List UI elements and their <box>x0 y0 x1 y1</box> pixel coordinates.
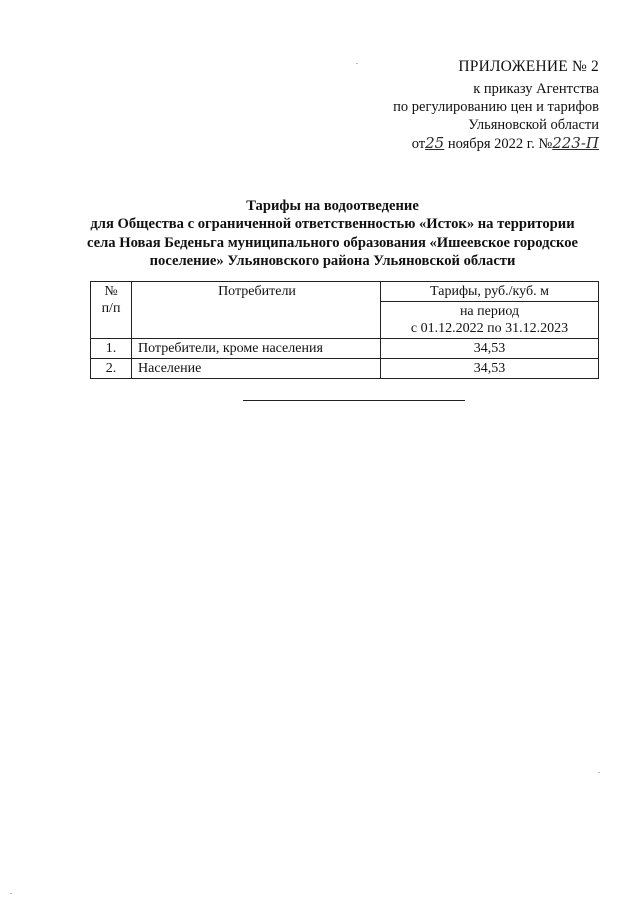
header-num-line-2: п/п <box>101 301 121 316</box>
title-line-2: для Общества с ограниченной ответственностью «Исток» на территории <box>90 216 575 233</box>
appendix-block <box>393 58 599 153</box>
title-line-3: села Новая Беденьга муниципального образования «Ишеевское городское <box>86 234 579 251</box>
header-tariffs: Тарифы, руб./куб. м <box>381 282 599 302</box>
handwritten-day: 25 <box>425 134 445 152</box>
end-rule <box>243 400 465 401</box>
table-row <box>91 359 599 379</box>
title-line-4: поселение» Ульяновского района Ульяновской области <box>149 252 516 269</box>
appendix-line-1: к приказу Агентства <box>473 81 599 97</box>
row-tariff: 34,53 <box>381 339 599 359</box>
scan-speck <box>10 893 12 894</box>
period-line-1: на период <box>459 304 520 319</box>
row-tariff: 34,53 <box>381 359 599 379</box>
row-consumer: Потребители, кроме населения <box>132 339 381 359</box>
period-line-2: с 01.12.2022 по 31.12.2023 <box>410 321 569 336</box>
date-rest: ноября 2022 г. № <box>447 136 553 152</box>
appendix-line-2: по регулированию цен и тарифов <box>393 99 599 115</box>
scan-speck <box>356 63 358 64</box>
header-num-line-1: № <box>104 284 118 299</box>
table-header-row <box>91 282 599 302</box>
row-num: 2. <box>91 359 132 379</box>
title-line-1: Тарифы на водоотведение <box>246 198 419 214</box>
document-title <box>70 197 595 270</box>
appendix-line-3: Ульяновской области <box>468 117 599 133</box>
row-consumer: Население <box>132 359 381 379</box>
date-prefix: от <box>411 136 426 152</box>
handwritten-order-number: 223-П <box>552 134 599 152</box>
header-consumers: Потребители <box>132 282 381 339</box>
table-row <box>91 339 599 359</box>
appendix-heading: ПРИЛОЖЕНИЕ № 2 <box>458 58 599 75</box>
header-period <box>381 302 599 339</box>
tariffs-table <box>90 281 599 379</box>
header-num <box>91 282 132 339</box>
appendix-date-line <box>393 134 599 153</box>
scan-speck <box>598 772 600 773</box>
row-num: 1. <box>91 339 132 359</box>
